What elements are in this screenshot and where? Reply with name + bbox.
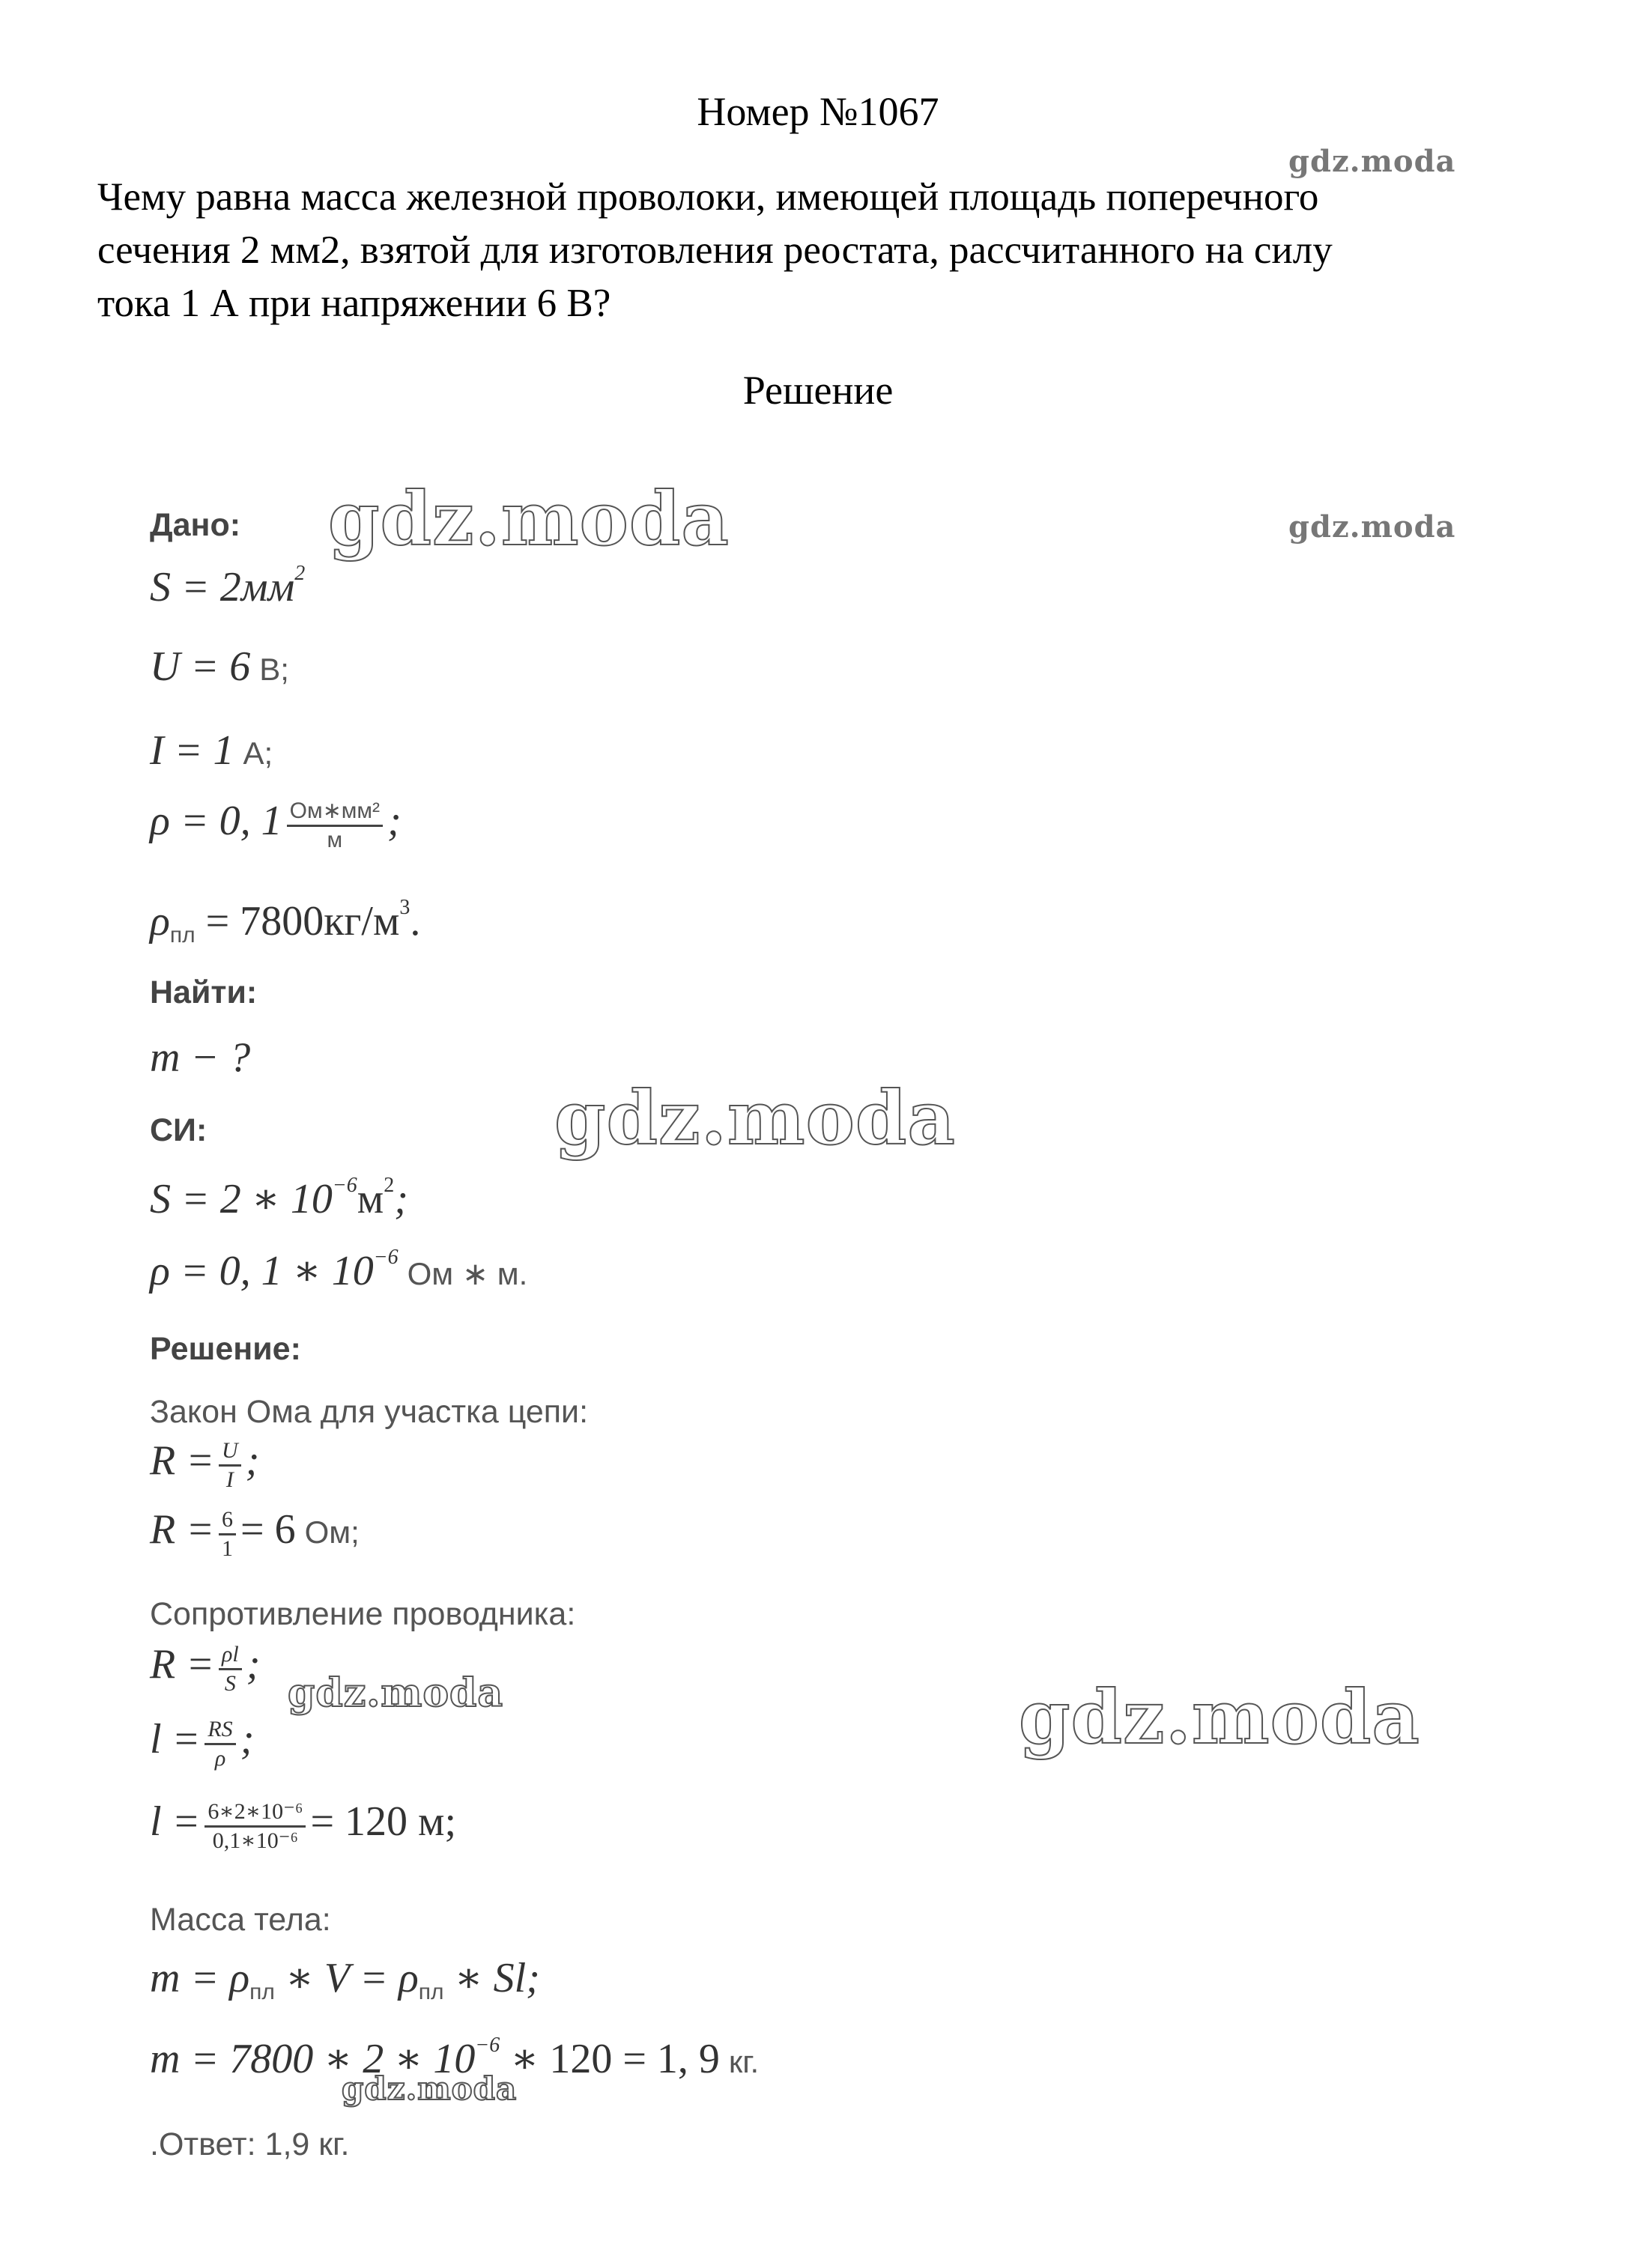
- given-resistivity-numerator: Ом∗мм²: [287, 798, 383, 827]
- watermark: gdz.moda: [328, 476, 730, 563]
- si-resistivity-unit: Ом ∗ м.: [407, 1256, 528, 1291]
- watermark: gdz.moda: [1288, 144, 1456, 179]
- resistance-row: [150, 1592, 575, 1634]
- formula-r1-den: I: [225, 1467, 234, 1493]
- si-area: S = 2 ∗ $10^{-6}м^2$;: [150, 1174, 408, 1222]
- formula-r3-den: S: [224, 1671, 236, 1697]
- given-resistivity-fraction: [287, 798, 383, 854]
- given-resistivity-denominator: м: [327, 828, 343, 853]
- formula-l1-den: ρ: [214, 1746, 226, 1771]
- formula-r2-num: 6: [219, 1506, 236, 1535]
- formula-r2-fraction: [219, 1506, 236, 1562]
- formula-m2-a: m = 7800 ∗ 2 ∗ 10: [150, 2036, 476, 2082]
- question-line: сечения 2 мм2, взятой для изготовления реостата, рассчитанного на силу: [97, 228, 1333, 272]
- formula-l2-den: 0,1∗10⁻⁶: [212, 1828, 298, 1854]
- si-resistivity-exp: −6: [373, 1246, 399, 1269]
- formula-m1: [150, 1953, 540, 2002]
- answer-text: .Ответ: 1,9 кг.: [150, 2126, 350, 2162]
- formula-r3-lhs: R =: [150, 1641, 214, 1688]
- formula-r1-fraction: [219, 1437, 241, 1494]
- find-value: m − ?: [150, 1034, 251, 1081]
- given-density: $\rho_{пл} = 7800кг/м^3$.: [150, 896, 421, 947]
- answer-row: [150, 2123, 349, 2164]
- formula-r2-unit: Ом;: [304, 1514, 360, 1550]
- question-line: тока 1 А при напряжении 6 В?: [97, 282, 611, 325]
- formula-r2: [150, 1506, 360, 1562]
- si-area-exp: −6: [332, 1174, 357, 1197]
- question-line: Чему равна масса железной проволоки, имеющей площадь поперечного: [97, 175, 1319, 219]
- formula-m2-exp: −6: [475, 2034, 500, 2057]
- watermark: gdz.moda: [1019, 1675, 1420, 1761]
- page-title: Номер №1067: [697, 89, 939, 134]
- formula-l1: l = $\frac{RS}{\rho}$ ;: [150, 1716, 255, 1771]
- ohm-law-label: Закон Ома для участка цепи:: [150, 1394, 589, 1430]
- formula-r2-lhs: R =: [150, 1506, 214, 1553]
- si-label-row: [150, 1109, 207, 1150]
- si-area-unit-exp: 2: [384, 1174, 395, 1197]
- formula-l2-rhs: = 120 м;: [310, 1798, 457, 1845]
- formula-r2-den: 1: [222, 1536, 233, 1562]
- si-area-value: S = 2 ∗ 10: [150, 1176, 333, 1222]
- formula-r1-num: U: [219, 1437, 241, 1467]
- si-resistivity-value: ρ = 0, 1 ∗ 10: [150, 1248, 374, 1294]
- ohm-law-row: [150, 1390, 588, 1431]
- watermark: gdz.moda: [288, 1670, 504, 1716]
- si-area-unit: м: [357, 1176, 384, 1222]
- solution-label: Решение:: [150, 1331, 301, 1367]
- formula-l2-lhs: l =: [150, 1798, 201, 1845]
- given-resistivity-value: ρ = 0, 1: [150, 798, 282, 844]
- formula-r1-lhs: R =: [150, 1437, 214, 1484]
- formula-m1-sub: пл: [249, 1980, 275, 2004]
- solution-label-row: [150, 1327, 301, 1368]
- given-area-exp: 2: [294, 562, 306, 585]
- solution-heading: Решение: [742, 368, 894, 413]
- formula-m1-sub2: пл: [418, 1980, 444, 2004]
- given-area-value: S = 2мм: [150, 564, 295, 610]
- formula-m1-c: ∗ Sl;: [443, 1955, 540, 2001]
- given-label-row: [150, 503, 240, 545]
- formula-m1-a: m = ρ: [150, 1955, 250, 2001]
- given-resistivity: ρ = 0, 1 $\frac{\text{Ом∗мм²}}{м}$ ;: [150, 798, 402, 853]
- formula-r3-num: ρl: [219, 1641, 242, 1670]
- formula-r2-rhs: = 6: [240, 1506, 296, 1553]
- find-row: [150, 1034, 250, 1082]
- formula-r3-fraction: [219, 1641, 242, 1697]
- formula-r1: R = $\frac{U}{I}$ ;: [150, 1437, 260, 1493]
- formula-l1-lhs: l =: [150, 1716, 201, 1762]
- given-density-exp: 3: [399, 896, 410, 919]
- formula-l2: [150, 1798, 456, 1855]
- given-current-value: I = 1: [150, 727, 234, 774]
- given-voltage-unit: В;: [259, 652, 289, 687]
- given-density-sub: пл: [169, 923, 196, 947]
- resistance-label: Сопротивление проводника:: [150, 1596, 576, 1632]
- formula-l2-num: 6∗2∗10⁻⁶: [204, 1798, 306, 1828]
- find-label-row: [150, 971, 257, 1012]
- mass-label: Масса тела:: [150, 1902, 331, 1938]
- question-text: [97, 171, 1521, 330]
- formula-m2-unit: кг.: [728, 2044, 760, 2079]
- formula-l1-fraction: [204, 1716, 235, 1772]
- formula-r3: R = $\frac{\rho l}{S}$ ;: [150, 1641, 261, 1697]
- si-resistivity: [150, 1246, 527, 1295]
- given-voltage-value: U = 6: [150, 643, 251, 690]
- given-label: Дано:: [150, 507, 241, 543]
- formula-m1-b: ∗ V = ρ: [274, 1955, 419, 2001]
- formula-l2-fraction: [204, 1798, 306, 1855]
- given-current-unit: А;: [243, 736, 273, 771]
- mass-row: [150, 1898, 331, 1939]
- given-voltage: [150, 643, 289, 691]
- formula-m2-b: ∗ 120 = 1, 9: [500, 2036, 720, 2082]
- si-label: СИ:: [150, 1112, 207, 1148]
- watermark: gdz.moda: [1288, 509, 1456, 545]
- watermark: gdz.moda: [342, 2070, 518, 2107]
- watermark: gdz.moda: [554, 1076, 956, 1162]
- given-density-value: = 7800кг/м: [195, 898, 400, 945]
- find-label: Найти:: [150, 974, 258, 1010]
- given-density-symbol: ρ: [150, 898, 170, 945]
- given-current: [150, 727, 273, 774]
- given-area: [150, 563, 305, 611]
- formula-l1-num: RS: [204, 1716, 235, 1745]
